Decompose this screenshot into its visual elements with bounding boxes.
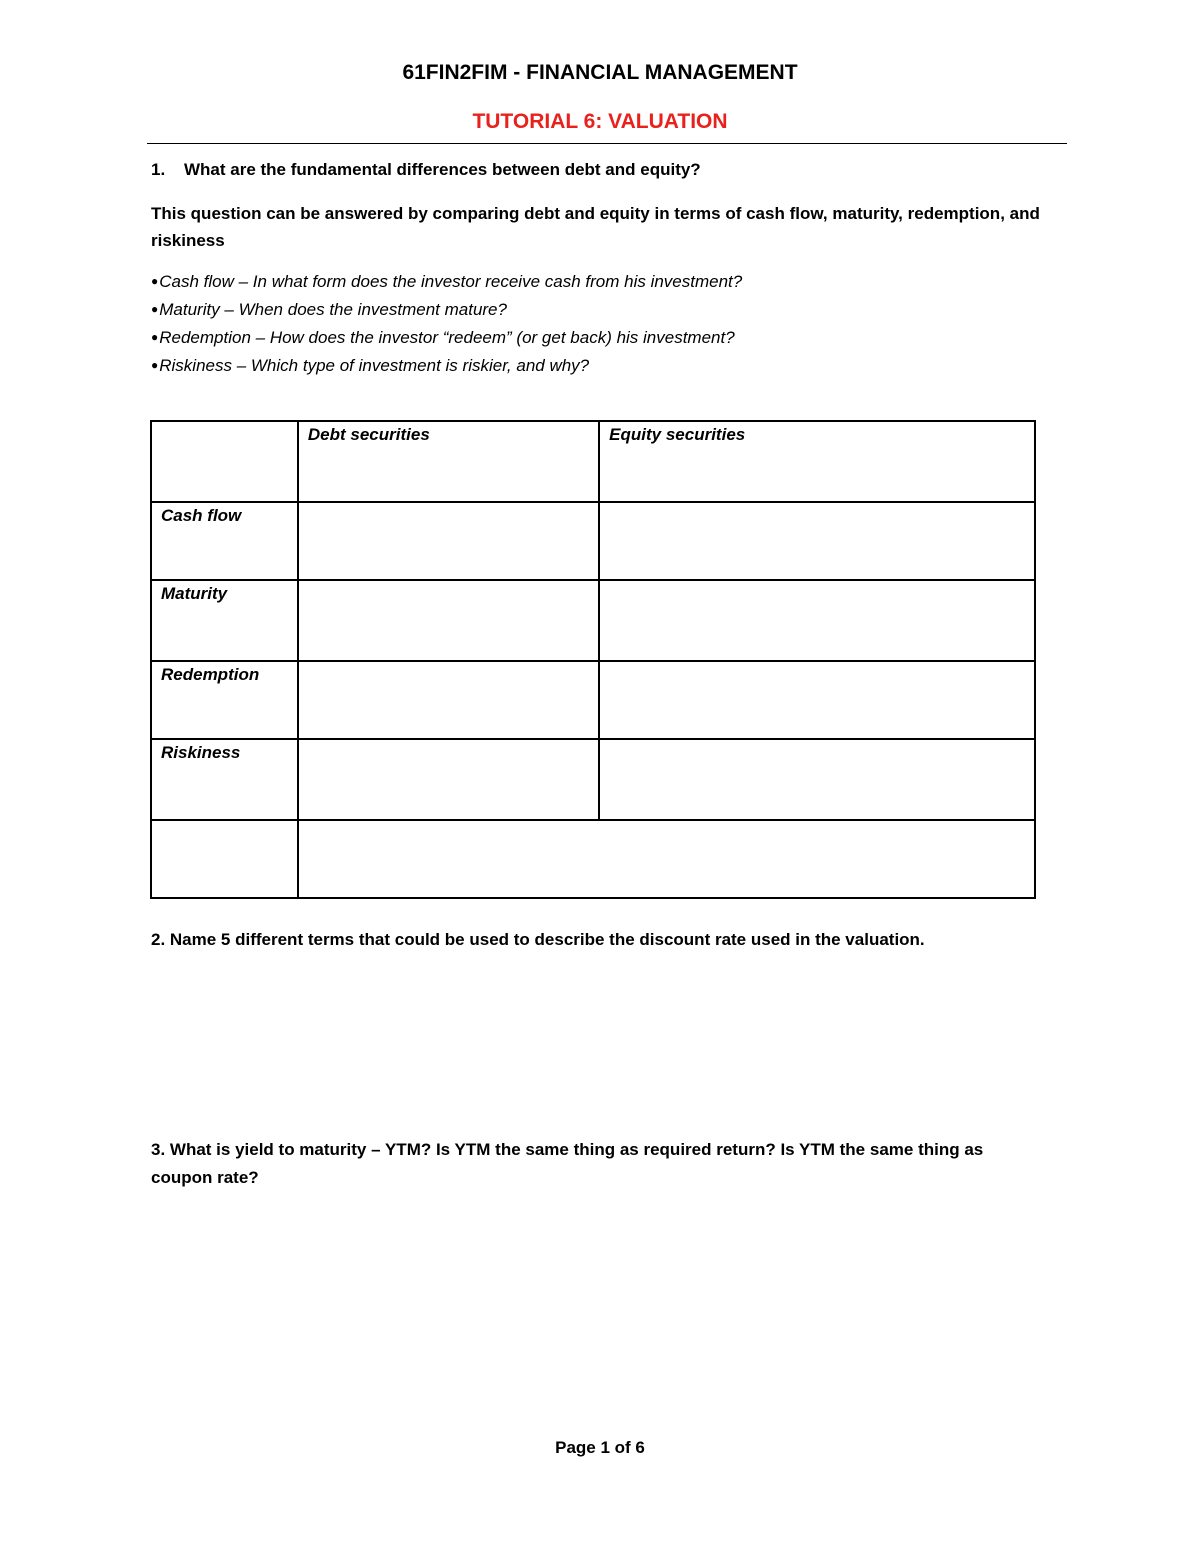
bullet-icon: ●: [151, 330, 159, 344]
answer-cell-debt[interactable]: [298, 739, 599, 820]
row-label-cell: Cash flow: [151, 502, 298, 580]
answer-cell-debt[interactable]: [298, 661, 599, 739]
table-row: [151, 580, 1035, 661]
answer-cell-debt[interactable]: [298, 502, 599, 580]
page-number: Page 1 of 6: [555, 1438, 645, 1457]
comparison-criteria-list: [151, 270, 742, 382]
table-row: [151, 502, 1035, 580]
answer-cell-equity[interactable]: [599, 661, 1035, 739]
question-1-intro: This question can be answered by comparing debt and equity in terms of cash flow, maturity, redemption, and riskiness: [151, 204, 1040, 250]
debt-equity-comparison-table: [150, 420, 1036, 899]
question-2: 2. Name 5 different terms that could be used to describe the discount rate used in the valuation.: [151, 930, 925, 949]
row-label-cell: Maturity: [151, 580, 298, 661]
list-item-text: Riskiness – Which type of investment is riskier, and why?: [159, 356, 590, 375]
bullet-icon: ●: [151, 358, 159, 372]
answer-cell-merged[interactable]: [298, 820, 1035, 898]
table-row: [151, 739, 1035, 820]
list-item-text: Maturity – When does the investment mature?: [159, 300, 507, 319]
tutorial-title: TUTORIAL 6: VALUATION: [472, 110, 728, 133]
table-row: [151, 661, 1035, 739]
header-divider: [147, 143, 1067, 144]
list-item: [151, 326, 742, 354]
answer-cell-debt[interactable]: [298, 580, 599, 661]
answer-cell-equity[interactable]: [599, 580, 1035, 661]
row-label-cell: Redemption: [151, 661, 298, 739]
list-item: [151, 298, 742, 326]
row-label-cell: Riskiness: [151, 739, 298, 820]
table-header-cell: Equity securities: [599, 421, 1035, 502]
question-1: [151, 160, 701, 180]
answer-cell-equity[interactable]: [599, 502, 1035, 580]
row-label-cell: [151, 820, 298, 898]
table-row: [151, 820, 1035, 898]
answer-cell-equity[interactable]: [599, 739, 1035, 820]
question-3: 3. What is yield to maturity – YTM? Is YTM the same thing as required return? Is YTM the same thing as coupon rate?: [151, 1140, 984, 1187]
list-item-text: Redemption – How does the investor “redeem” (or get back) his investment?: [159, 328, 735, 347]
table-header-row: [151, 421, 1035, 502]
question-1-number: 1.: [151, 160, 166, 179]
list-item: [151, 270, 742, 298]
list-item: [151, 354, 742, 382]
bullet-icon: ●: [151, 274, 159, 288]
list-item-text: Cash flow – In what form does the investor receive cash from his investment?: [159, 272, 743, 291]
course-title: 61FIN2FIM - FINANCIAL MANAGEMENT: [402, 61, 798, 84]
question-1-text: What are the fundamental differences between debt and equity?: [184, 160, 701, 179]
table-header-cell: Debt securities: [298, 421, 599, 502]
table-header-cell: [151, 421, 298, 502]
bullet-icon: ●: [151, 302, 159, 316]
